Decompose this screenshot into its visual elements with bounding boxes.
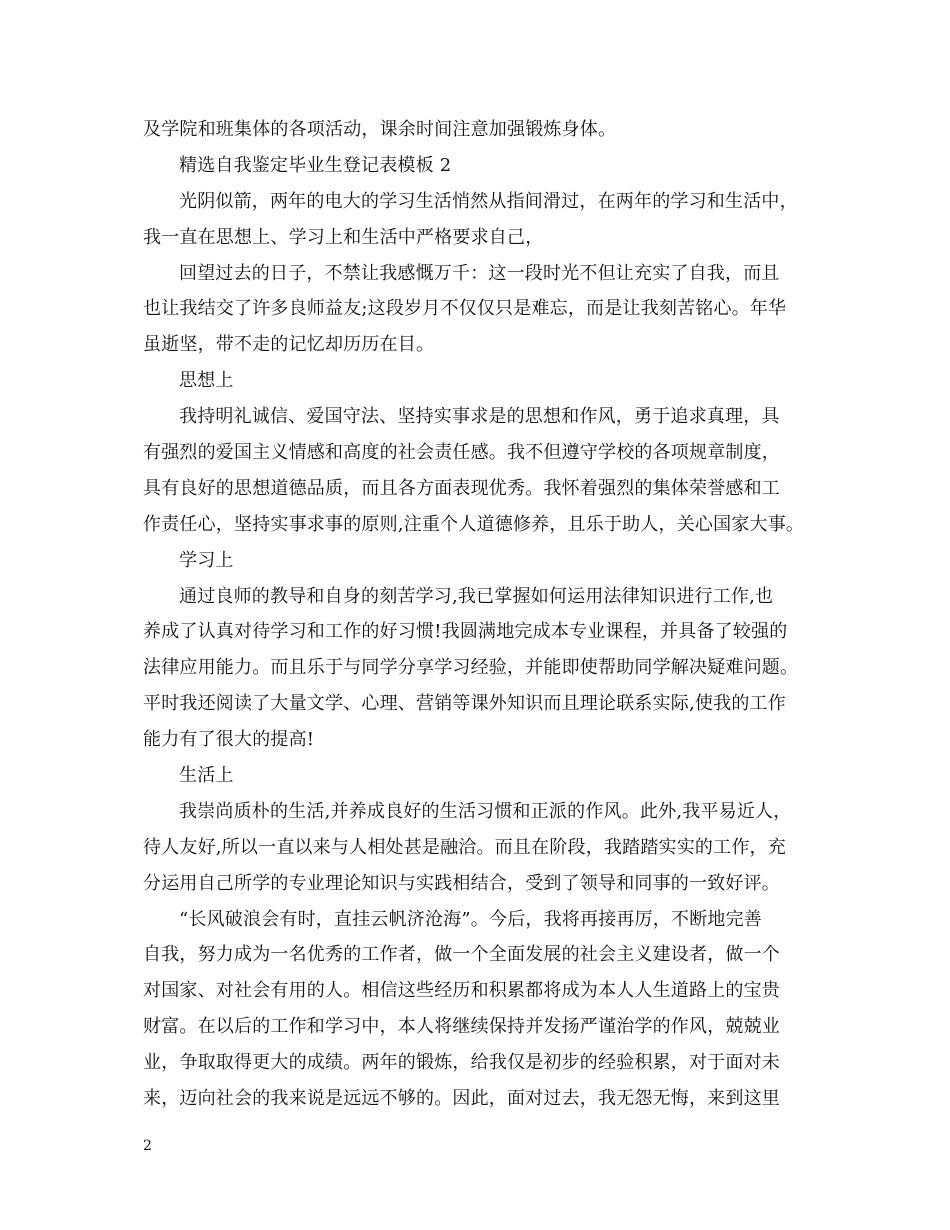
text-line: “长风破浪会有时，直挂云帆济沧海”。今后，我将再接再厉，不断地完善	[179, 908, 763, 930]
text-line: 有强烈的爱国主义情感和高度的社会责任感。我不但遵守学校的各项规章制度，	[143, 442, 780, 464]
text-line: 生活上	[179, 765, 234, 787]
text-line: 作责任心，坚持实事求事的原则,注重个人道德修养，且乐于助人，关心国家大事。	[143, 513, 805, 535]
text-line: 光阴似箭，两年的电大的学习生活悄然从指间滑过，在两年的学习和生活中，	[179, 190, 798, 212]
text-line: 回望过去的日子，不禁让我感慨万千：这一段时光不但让充实了自我，而且	[179, 262, 780, 284]
text-line: 平时我还阅读了大量文学、心理、营销等课外知识而且理论联系实际,使我的工作	[143, 693, 786, 715]
text-line: 学习上	[179, 549, 234, 571]
text-line: 精选自我鉴定毕业生登记表模板 2	[179, 154, 452, 176]
text-line: 自我，努力成为一名优秀的工作者，做一个全面发展的社会主义建设者，做一个	[143, 944, 780, 966]
text-line: 我崇尚质朴的生活,并养成良好的生活习惯和正派的作风。此外,我平易近人，	[179, 800, 792, 822]
text-line: 我一直在思想上、学习上和生活中严格要求自己，	[143, 226, 544, 248]
document-body	[143, 112, 833, 1117]
text-line: 也让我结交了许多良师益友;这段岁月不仅仅只是难忘，而是让我刻苦铭心。年华	[143, 298, 787, 320]
text-line: 虽逝坚，带不走的记忆却历历在目。	[143, 334, 435, 356]
text-line: 思想上	[179, 370, 234, 392]
text-line: 来，迈向社会的我来说是远远不够的。因此，面对过去，我无怨无悔，来到这里	[143, 1088, 780, 1110]
text-line: 对国家、对社会有用的人。相信这些经历和积累都将成为本人人生道路上的宝贵	[143, 980, 780, 1002]
text-line: 分运用自己所学的专业理论知识与实践相结合，受到了领导和同事的一致好评。	[143, 872, 780, 894]
page-number: 2	[143, 1138, 152, 1154]
text-line: 业，争取取得更大的成绩。两年的锻炼，给我仅是初步的经验积累，对于面对未	[143, 1052, 780, 1074]
text-line: 我持明礼诚信、爱国守法、坚持实事求是的思想和作风，勇于追求真理，具	[179, 406, 780, 428]
text-line: 具有良好的思想道德品质，而且各方面表现优秀。我怀着强烈的集体荣誉感和工	[143, 477, 780, 499]
text-line: 法律应用能力。而且乐于与同学分享学习经验，并能即使帮助同学解决疑难问题。	[143, 657, 799, 679]
text-line: 及学院和班集体的各项活动，课余时间注意加强锻炼身体。	[143, 119, 617, 140]
text-line: 能力有了很大的提高!	[143, 729, 315, 751]
text-line: 待人友好,所以一直以来与人相处甚是融洽。而且在阶段，我踏踏实实的工作，充	[143, 836, 786, 858]
text-line: 养成了认真对待学习和工作的好习惯!我圆满地完成本专业课程，并具备了较强的	[143, 621, 788, 643]
text-line: 通过良师的教导和自身的刻苦学习,我已掌握如何运用法律知识进行工作,也	[179, 585, 774, 607]
text-line: 财富。在以后的工作和学习中，本人将继续保持并发扬严谨治学的作风，兢兢业	[143, 1016, 780, 1038]
